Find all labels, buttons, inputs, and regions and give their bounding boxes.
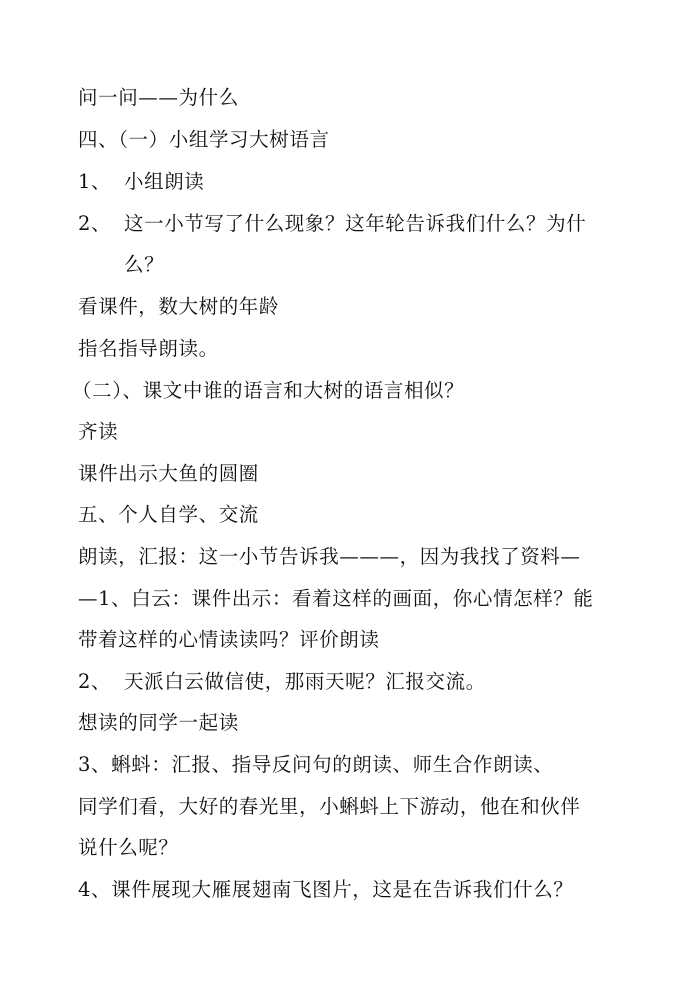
line-text: 3、蝌蚪：汇报、指导反问句的朗读、师生合作朗读、 (78, 753, 554, 776)
text-line-6 (78, 295, 279, 319)
line-text: 想读的同学一起读 (78, 711, 239, 734)
text-line-13 (78, 587, 594, 611)
line-text: 五、个人自学、交流 (78, 503, 259, 526)
list-number: 1、 (78, 170, 112, 193)
line-text: 天派白云做信使，那雨天呢？汇报交流。 (124, 670, 486, 693)
text-line-16 (78, 711, 239, 735)
text-line-9 (78, 420, 118, 444)
section-heading-5 (78, 503, 259, 527)
line-text: 朗读，汇报：这一小节告诉我———，因为我找了资料— (78, 545, 581, 568)
text-line-14 (78, 628, 380, 652)
text-line-10 (78, 462, 259, 486)
line-text: （二）、课文中谁的语言和大树的语言相似？ (72, 379, 465, 402)
text-line-1 (78, 86, 239, 110)
list-item-1 (78, 170, 204, 194)
line-text: 齐读 (78, 420, 119, 443)
list-number: 2、 (78, 670, 112, 693)
line-text: 么？ (124, 253, 165, 276)
line-text: 课件出示大鱼的圆圈 (78, 462, 259, 485)
list-item-2-continuation (124, 253, 164, 277)
line-text: 说什么呢？ (78, 836, 179, 859)
line-text: —1、白云：课件出示：看着这样的画面，你心情怎样？能 (78, 587, 594, 610)
section-heading-4 (78, 128, 330, 152)
line-text: 问一问——为什么 (78, 86, 239, 109)
list-item-2b (78, 670, 486, 694)
list-item-4 (78, 878, 573, 902)
line-text: 这一小节写了什么现象？这年轮告诉我们什么？为什 (124, 212, 587, 235)
list-item-3 (78, 753, 553, 777)
line-text: 带着这样的心情读读吗？评价朗读 (78, 628, 380, 651)
subsection-heading-2 (72, 379, 464, 403)
line-text: 小组朗读 (124, 170, 205, 193)
line-text: 四、（一）小组学习大树语言 (78, 128, 330, 151)
line-text: 同学们看，大好的春光里，小蝌蚪上下游动，他在和伙伴 (78, 795, 581, 818)
text-line-12 (78, 545, 581, 569)
text-line-18 (78, 795, 581, 819)
line-text: 指名指导朗读。 (78, 337, 219, 360)
line-text: 看课件，数大树的年龄 (78, 295, 280, 318)
list-item-2 (78, 212, 586, 236)
text-line-7 (78, 337, 219, 361)
list-number: 2、 (78, 212, 112, 235)
text-line-19 (78, 836, 179, 860)
line-text: 4、课件展现大雁展翅南飞图片，这是在告诉我们什么？ (78, 878, 574, 901)
